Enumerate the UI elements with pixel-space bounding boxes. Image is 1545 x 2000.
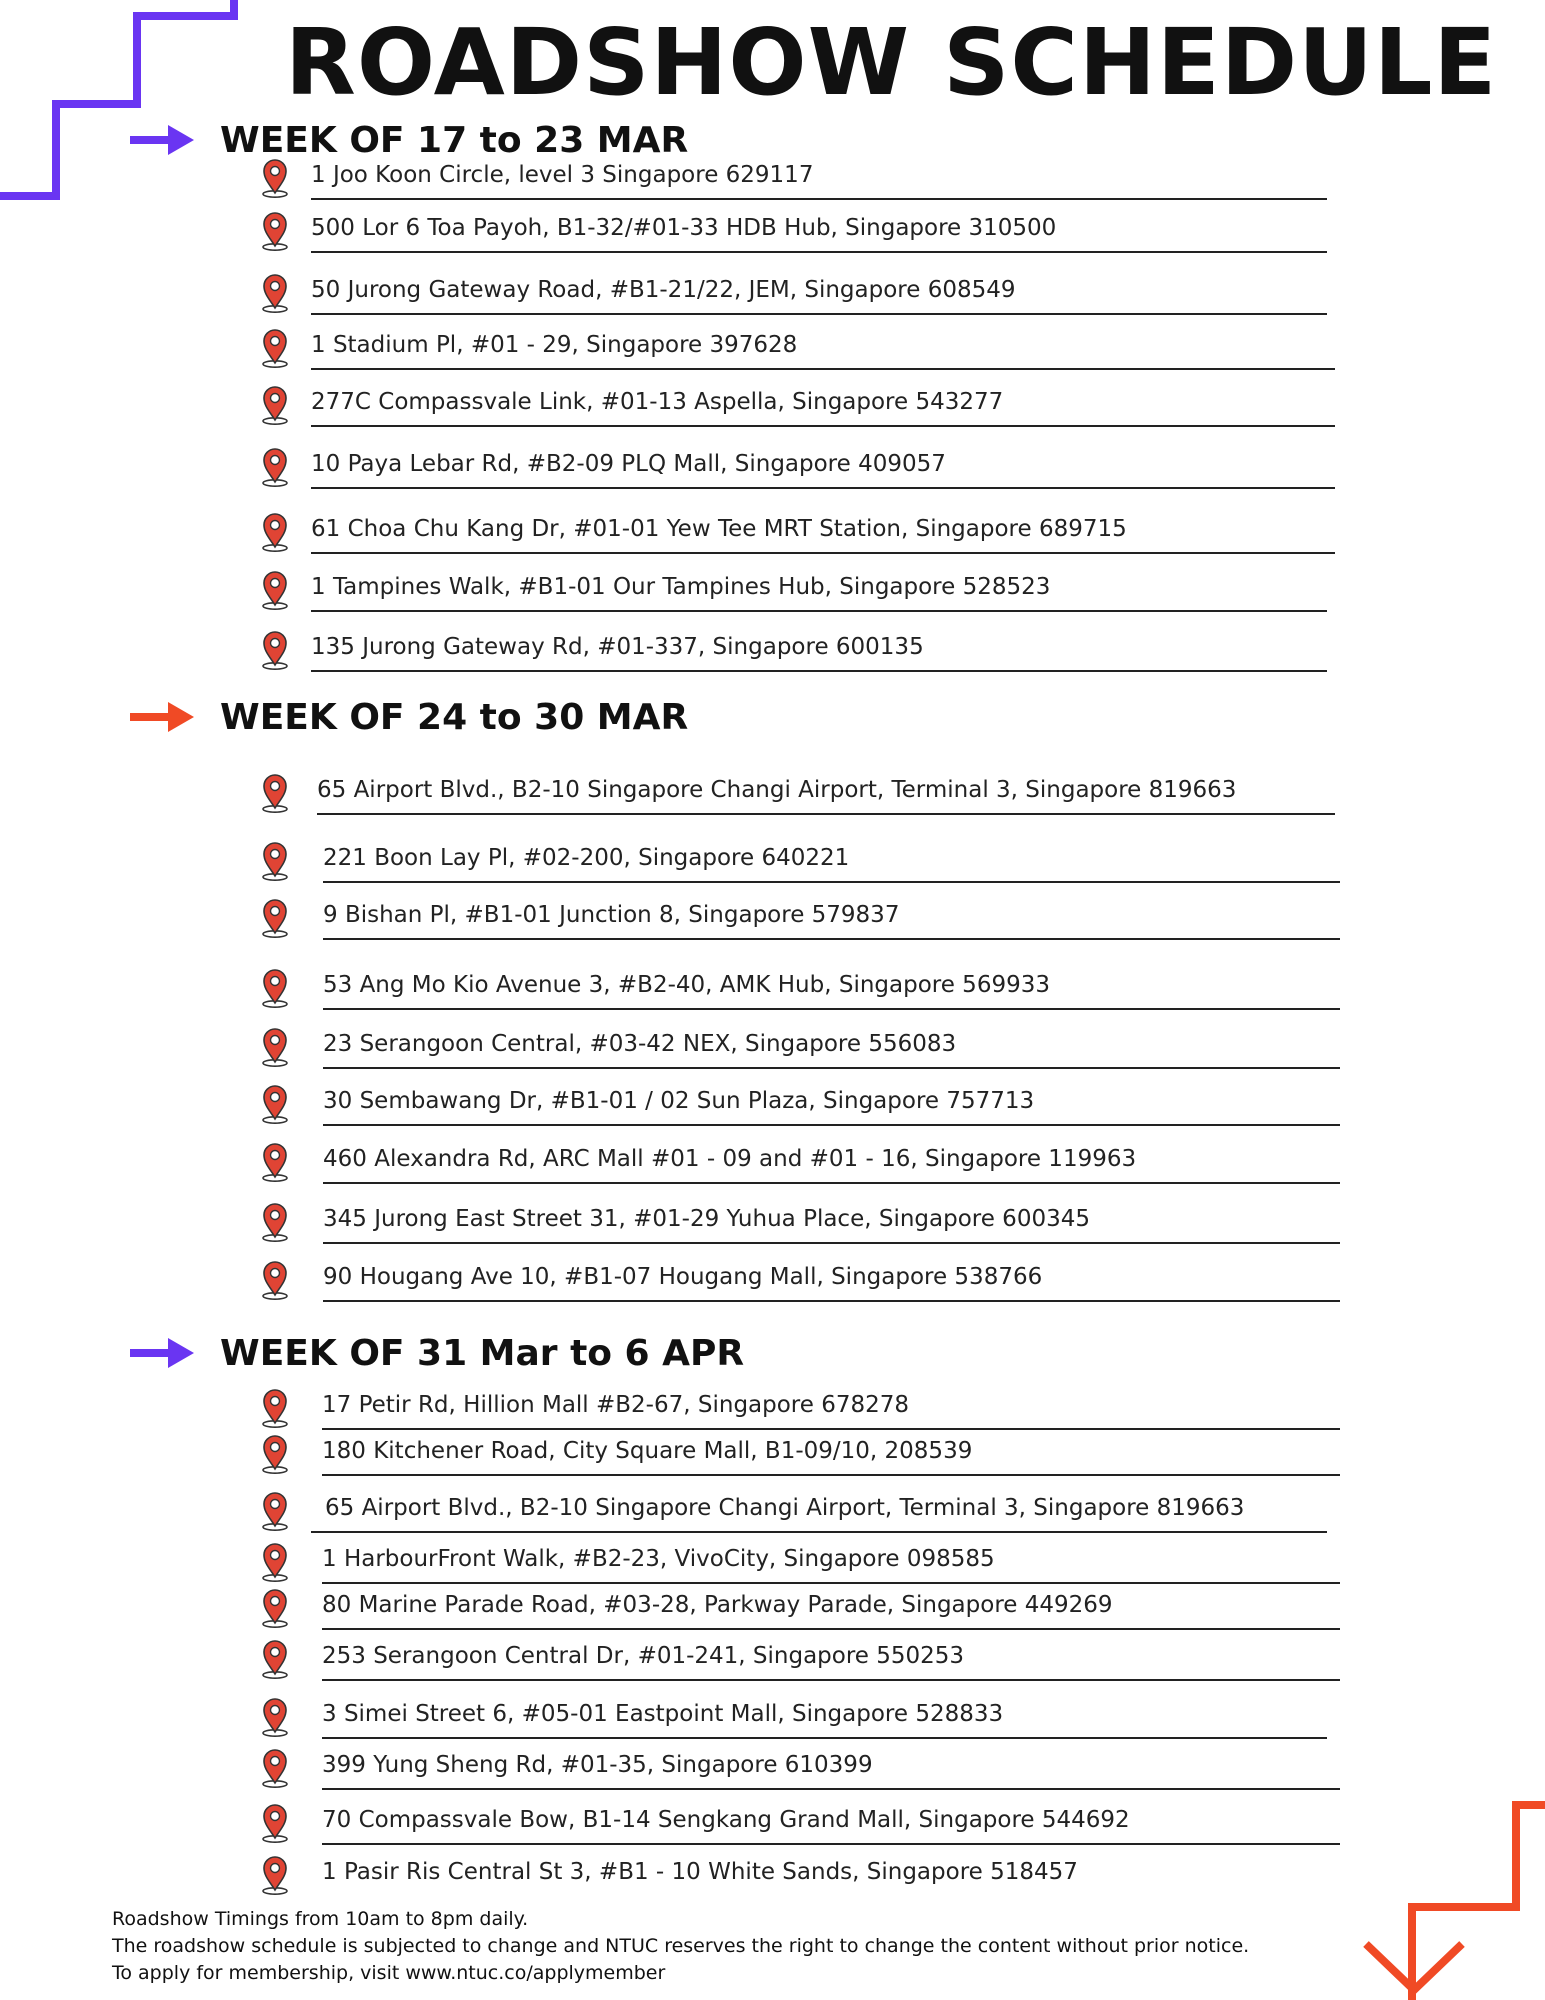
underline-rule — [311, 610, 1327, 612]
week-heading: WEEK OF 17 to 23 MAR — [220, 119, 689, 161]
location-pin-icon — [258, 1260, 292, 1300]
location-item — [258, 383, 1358, 437]
location-item — [258, 1637, 1358, 1691]
location-address: 30 Sembawang Dr, #B1-01 / 02 Sun Plaza, Singapore 757713 — [323, 1088, 1035, 1114]
location-item — [258, 1140, 1358, 1194]
location-address: 180 Kitchener Road, City Square Mall, B1-09/10, 208539 — [322, 1438, 973, 1464]
location-address: 23 Serangoon Central, #03-42 NEX, Singapore 556083 — [323, 1031, 957, 1057]
underline-rule — [311, 251, 1327, 253]
location-address: 399 Yung Sheng Rd, #01-35, Singapore 610399 — [322, 1752, 873, 1778]
location-item — [258, 839, 1358, 893]
location-address: 3 Simei Street 6, #05-01 Eastpoint Mall, Singapore 528833 — [322, 1701, 1004, 1727]
week-heading-row — [130, 692, 688, 742]
location-address: 65 Airport Blvd., B2-10 Singapore Changi Airport, Terminal 3, Singapore 819663 — [317, 777, 1237, 803]
underline-rule — [322, 1428, 1340, 1430]
location-item — [258, 445, 1358, 499]
location-pin-icon — [258, 1491, 292, 1531]
underline-rule — [323, 938, 1340, 940]
location-item — [258, 209, 1358, 263]
location-item — [258, 156, 1358, 210]
location-pin-icon — [258, 273, 292, 313]
underline-rule — [322, 1582, 1340, 1584]
underline-rule — [311, 313, 1327, 315]
location-item — [258, 1082, 1358, 1136]
footer-disclaimer: The roadshow schedule is subjected to change and NTUC reserves the right to change the content without prior notice. — [112, 1935, 1250, 1957]
location-pin-icon — [258, 1084, 292, 1124]
underline-rule — [323, 1067, 1340, 1069]
underline-rule — [322, 1788, 1340, 1790]
location-address: 1 Stadium Pl, #01 - 29, Singapore 397628 — [311, 332, 798, 358]
location-pin-icon — [258, 630, 292, 670]
location-item — [258, 896, 1358, 950]
underline-rule — [311, 198, 1327, 200]
location-pin-icon — [258, 1027, 292, 1067]
location-item — [258, 1025, 1358, 1079]
location-item — [258, 568, 1358, 622]
location-address: 1 Pasir Ris Central St 3, #B1 - 10 White Sands, Singapore 518457 — [322, 1859, 1078, 1885]
location-pin-icon — [258, 1388, 292, 1428]
location-address: 65 Airport Blvd., B2-10 Singapore Changi Airport, Terminal 3, Singapore 819663 — [325, 1495, 1245, 1521]
underline-rule — [311, 425, 1335, 427]
underline-rule — [322, 1628, 1340, 1630]
location-pin-icon — [258, 1697, 292, 1737]
location-pin-icon — [258, 1542, 292, 1582]
location-address: 80 Marine Parade Road, #03-28, Parkway Parade, Singapore 449269 — [322, 1592, 1113, 1618]
location-item — [258, 1258, 1358, 1312]
underline-rule — [322, 1474, 1340, 1476]
underline-rule — [322, 1737, 1327, 1739]
location-item — [258, 1586, 1358, 1640]
location-pin-icon — [258, 898, 292, 938]
underline-rule — [311, 552, 1335, 554]
location-item — [258, 1801, 1358, 1855]
location-address: 53 Ang Mo Kio Avenue 3, #B2-40, AMK Hub, Singapore 569933 — [323, 972, 1050, 998]
location-address: 1 Joo Koon Circle, level 3 Singapore 629117 — [311, 162, 814, 188]
location-item — [258, 1489, 1358, 1543]
location-address: 1 HarbourFront Walk, #B2-23, VivoCity, Singapore 098585 — [322, 1546, 995, 1572]
location-address: 277C Compassvale Link, #01-13 Aspella, Singapore 543277 — [311, 389, 1004, 415]
underline-rule — [311, 487, 1335, 489]
location-pin-icon — [258, 1748, 292, 1788]
week-heading-row — [130, 1328, 744, 1378]
week-heading: WEEK OF 31 Mar to 6 APR — [220, 1332, 745, 1374]
underline-rule — [322, 1843, 1340, 1845]
underline-rule — [323, 1242, 1340, 1244]
location-address: 17 Petir Rd, Hillion Mall #B2-67, Singapore 678278 — [322, 1392, 910, 1418]
location-item — [258, 1853, 1358, 1907]
arrow-right-icon — [130, 123, 194, 157]
location-item — [258, 1746, 1358, 1800]
underline-rule — [323, 1008, 1340, 1010]
location-pin-icon — [258, 1855, 292, 1895]
location-pin-icon — [258, 211, 292, 251]
location-address: 90 Hougang Ave 10, #B1-07 Hougang Mall, Singapore 538766 — [323, 1264, 1043, 1290]
location-address: 50 Jurong Gateway Road, #B1-21/22, JEM, Singapore 608549 — [311, 277, 1016, 303]
location-pin-icon — [258, 385, 292, 425]
underline-rule — [323, 1182, 1340, 1184]
arrow-right-icon — [130, 1336, 194, 1370]
location-address: 61 Choa Chu Kang Dr, #01-01 Yew Tee MRT Station, Singapore 689715 — [311, 516, 1127, 542]
location-item — [258, 1200, 1358, 1254]
page-title: ROADSHOW SCHEDULE — [285, 9, 1498, 116]
week-heading: WEEK OF 24 to 30 MAR — [220, 696, 689, 738]
location-pin-icon — [258, 1434, 292, 1474]
footer — [112, 1906, 1372, 1987]
location-address: 500 Lor 6 Toa Payoh, B1-32/#01-33 HDB Hub, Singapore 310500 — [311, 215, 1057, 241]
location-pin-icon — [258, 328, 292, 368]
location-pin-icon — [258, 447, 292, 487]
location-pin-icon — [258, 1639, 292, 1679]
underline-rule — [311, 670, 1327, 672]
underline-rule — [311, 1531, 1327, 1533]
location-address: 70 Compassvale Bow, B1-14 Sengkang Grand Mall, Singapore 544692 — [322, 1807, 1130, 1833]
location-item — [258, 966, 1358, 1020]
location-item — [258, 628, 1358, 682]
purple-stair-line — [0, 0, 234, 196]
location-address: 345 Jurong East Street 31, #01-29 Yuhua Place, Singapore 600345 — [323, 1206, 1090, 1232]
underline-rule — [323, 1124, 1340, 1126]
location-pin-icon — [258, 773, 292, 813]
location-address: 9 Bishan Pl, #B1-01 Junction 8, Singapore 579837 — [323, 902, 900, 928]
location-pin-icon — [258, 1803, 292, 1843]
location-pin-icon — [258, 968, 292, 1008]
location-address: 1 Tampines Walk, #B1-01 Our Tampines Hub, Singapore 528523 — [311, 574, 1051, 600]
location-address: 10 Paya Lebar Rd, #B2-09 PLQ Mall, Singapore 409057 — [311, 451, 946, 477]
location-address: 253 Serangoon Central Dr, #01-241, Singapore 550253 — [322, 1643, 965, 1669]
location-address: 135 Jurong Gateway Rd, #01-337, Singapore 600135 — [311, 634, 924, 660]
location-address: 221 Boon Lay Pl, #02-200, Singapore 640221 — [323, 845, 850, 871]
location-pin-icon — [258, 841, 292, 881]
location-item — [258, 271, 1358, 325]
location-pin-icon — [258, 158, 292, 198]
location-pin-icon — [258, 512, 292, 552]
location-pin-icon — [258, 1202, 292, 1242]
location-item — [258, 1432, 1358, 1486]
location-item — [258, 1695, 1358, 1749]
underline-rule — [322, 1679, 1340, 1681]
arrow-right-icon — [130, 700, 194, 734]
underline-rule — [311, 368, 1335, 370]
location-pin-icon — [258, 570, 292, 610]
location-pin-icon — [258, 1588, 292, 1628]
footer-timings: Roadshow Timings from 10am to 8pm daily. — [112, 1908, 529, 1930]
location-item — [258, 326, 1358, 380]
location-pin-icon — [258, 1142, 292, 1182]
location-item — [258, 771, 1358, 825]
location-item — [258, 510, 1358, 564]
underline-rule — [323, 1300, 1340, 1302]
underline-rule — [317, 813, 1335, 815]
footer-membership: To apply for membership, visit www.ntuc.co/applymember — [112, 1962, 666, 1984]
location-address: 460 Alexandra Rd, ARC Mall #01 - 09 and #01 - 16, Singapore 119963 — [323, 1146, 1137, 1172]
underline-rule — [323, 881, 1340, 883]
